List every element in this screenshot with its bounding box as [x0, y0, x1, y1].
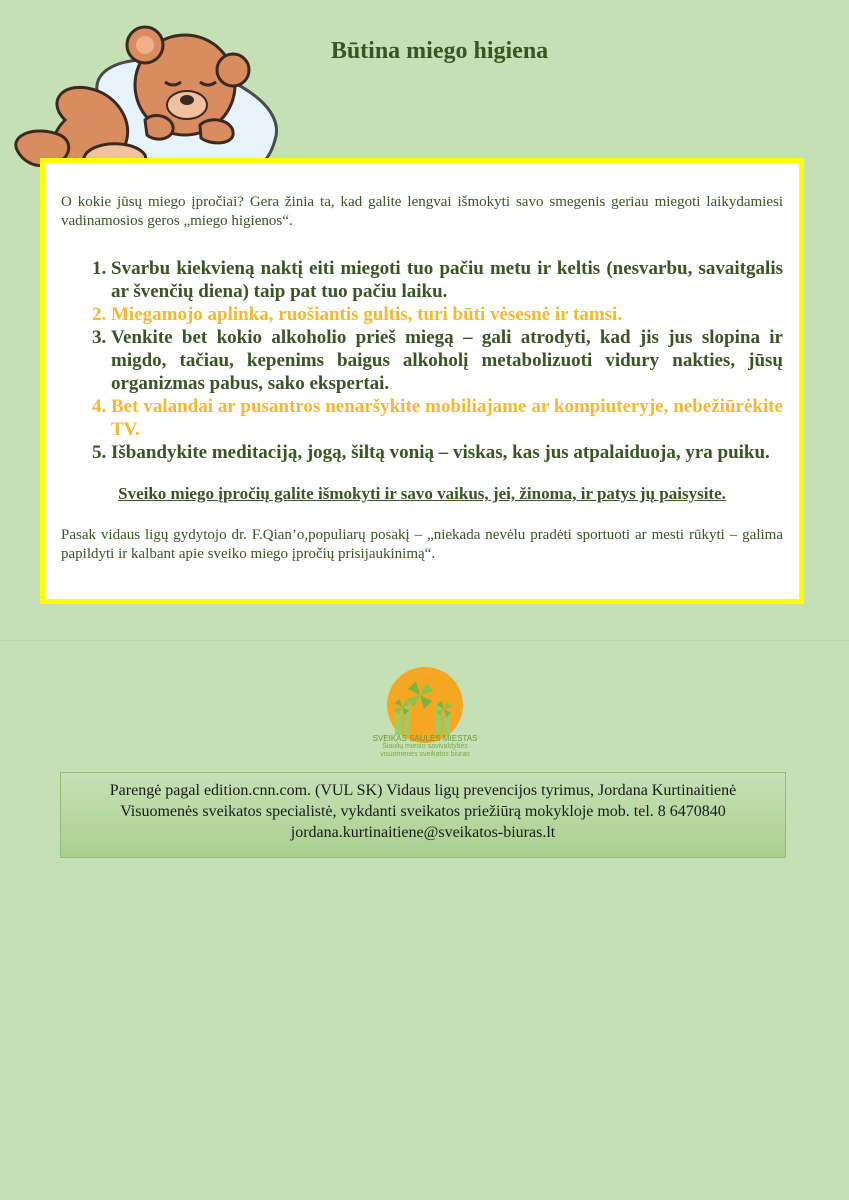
logo-line: visuomenės sveikatos biuras	[380, 751, 470, 758]
doctor-quote: Pasak vidaus ligų gydytojo dr. F.Qian’o,populiarų posakį – „niekada nevėlu pradėti sportuoti ar mesti rūkyti – galima papildyti ir kalbant apie sveiko miego įpročių prisijaukinimą“.	[61, 527, 783, 562]
credits-box	[60, 772, 786, 858]
tip-item: 2. Miegamojo aplinka, ruošiantis gultis, turi būti vėsesnė ir tamsi.	[111, 303, 783, 326]
tip-item: 4. Bet valandai ar pusantros nenaršykite mobiliajame ar kompiuteryje, nebežiūrėkite TV.	[111, 395, 783, 441]
page-title: Būtina miego higiena	[330, 38, 549, 64]
tips-list	[61, 257, 783, 464]
credits-email: jordana.kurtinaitiene@sveikatos-biuras.lt	[290, 824, 556, 841]
tip-item: 1. Svarbu kiekvieną naktį eiti miegoti tuo pačiu metu ir keltis (nesvarbu, savaitgalis ar švenčių diena) taip pat tuo pačiu laiku.	[111, 257, 783, 303]
tip-item: 5. Išbandykite meditaciją, jogą, šiltą vonią – viskas, kas jus atpalaiduoja, yra puiku.	[111, 441, 783, 464]
content-panel	[40, 158, 804, 604]
logo-caption	[350, 735, 500, 759]
divider	[0, 640, 849, 641]
sleeping-bear-illustration	[5, 10, 285, 180]
intro-paragraph: O kokie jūsų miego įpročiai? Gera žinia ta, kad galite lengvai išmokyti savo smegenis geriau miegoti laikydamiesi vadinamosios geros „miego higienos“.	[61, 194, 783, 229]
credits-line: Parengė pagal edition.cnn.com. (VUL SK) Vidaus ligų prevencijos tyrimus, Jordana Kurtinaitienė	[109, 782, 737, 799]
emphasis-statement: Sveiko miego įpročių galite išmokyti ir savo vaikus, jei, žinoma, ir patys jų paisysite.	[118, 484, 726, 503]
tip-item: 3. Venkite bet kokio alkoholio prieš miegą – gali atrodyti, kad jis jus slopina ir migdo, tačiau, kepenims baigus alkoholį metabolizuoti vidury nakties, jūsų organizmas pabus, sako ekspertai.	[111, 326, 783, 395]
credits-line: Visuomenės sveikatos specialistė, vykdanti sveikatos priežiūrą mokykloje mob. tel. 8 6470840	[120, 803, 726, 820]
logo-name: SVEIKAS SAULĖS MIESTAS	[372, 734, 478, 743]
logo-line: Šiaulių miesto savivaldybės	[382, 743, 468, 750]
